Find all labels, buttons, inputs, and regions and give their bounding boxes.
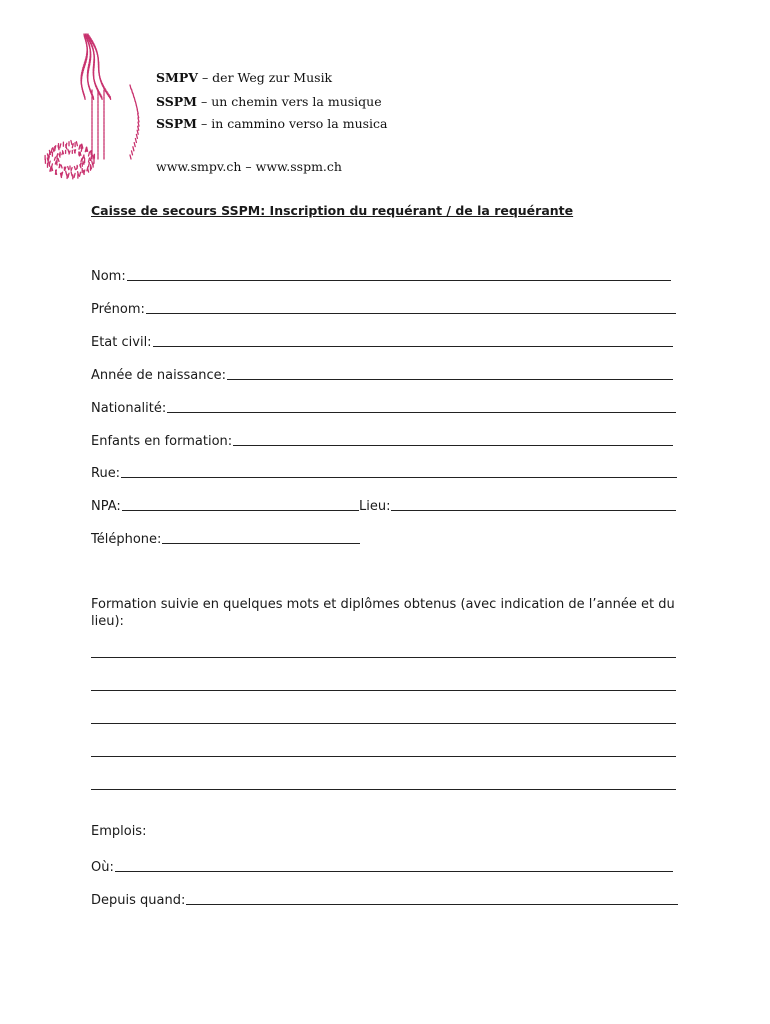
field-label: Année de naissance: bbox=[91, 368, 226, 383]
fill-line bbox=[233, 444, 673, 446]
fill-line bbox=[153, 345, 673, 347]
formation-answer-line[interactable] bbox=[91, 723, 676, 724]
field-lieu[interactable] bbox=[359, 496, 676, 514]
fill-line bbox=[127, 279, 671, 281]
tagline-fr: SSPM – un chemin vers la musique bbox=[156, 94, 382, 109]
fill-line bbox=[186, 903, 678, 905]
form-title: Caisse de secours SSPM: Inscription du requérant / de la requérante bbox=[91, 203, 574, 218]
field-label: Etat civil: bbox=[91, 335, 152, 350]
website-links: www.smpv.ch – www.sspm.ch bbox=[156, 159, 342, 174]
field-nom[interactable] bbox=[91, 266, 671, 284]
field-label: Où: bbox=[91, 860, 114, 875]
field-telephone[interactable] bbox=[91, 529, 360, 547]
field-etat-civil[interactable] bbox=[91, 332, 673, 350]
field-label: NPA: bbox=[91, 499, 121, 514]
field-rue[interactable] bbox=[91, 463, 677, 481]
formation-answer-line[interactable] bbox=[91, 657, 676, 658]
field-prenom[interactable] bbox=[91, 299, 676, 317]
formation-answer-line[interactable] bbox=[91, 756, 676, 757]
smpv-logo-icon bbox=[40, 30, 150, 190]
fill-line bbox=[121, 476, 677, 478]
field-nationalite[interactable] bbox=[91, 398, 676, 416]
fill-line bbox=[227, 378, 673, 380]
field-npa[interactable] bbox=[91, 496, 359, 514]
field-label: Depuis quand: bbox=[91, 893, 186, 908]
field-label: Nom: bbox=[91, 269, 126, 284]
tagline-de: SMPV – der Weg zur Musik bbox=[156, 70, 333, 85]
fill-line bbox=[115, 870, 673, 872]
field-label: Lieu: bbox=[359, 499, 391, 514]
field-label: Rue: bbox=[91, 466, 121, 481]
field-ou[interactable] bbox=[91, 857, 673, 875]
formation-answer-line[interactable] bbox=[91, 690, 676, 691]
field-label: Prénom: bbox=[91, 302, 145, 317]
field-enfants-formation[interactable] bbox=[91, 431, 673, 449]
field-depuis-quand[interactable] bbox=[91, 890, 678, 908]
field-label: Enfants en formation: bbox=[91, 434, 233, 449]
field-label: Nationalité: bbox=[91, 401, 167, 416]
fill-line bbox=[162, 542, 360, 544]
tagline-it: SSPM – in cammino verso la musica bbox=[156, 116, 388, 131]
field-label: Téléphone: bbox=[91, 532, 162, 547]
fill-line bbox=[122, 509, 359, 511]
formation-answer-line[interactable] bbox=[91, 789, 676, 790]
fill-line bbox=[146, 312, 676, 314]
formation-prompt: Formation suivie en quelques mots et diplômes obtenus (avec indication de l’année et du lieu): bbox=[91, 597, 675, 629]
fill-line bbox=[391, 509, 676, 511]
field-annee-naissance[interactable] bbox=[91, 365, 673, 383]
fill-line bbox=[167, 411, 676, 413]
emplois-heading: Emplois: bbox=[91, 824, 147, 839]
